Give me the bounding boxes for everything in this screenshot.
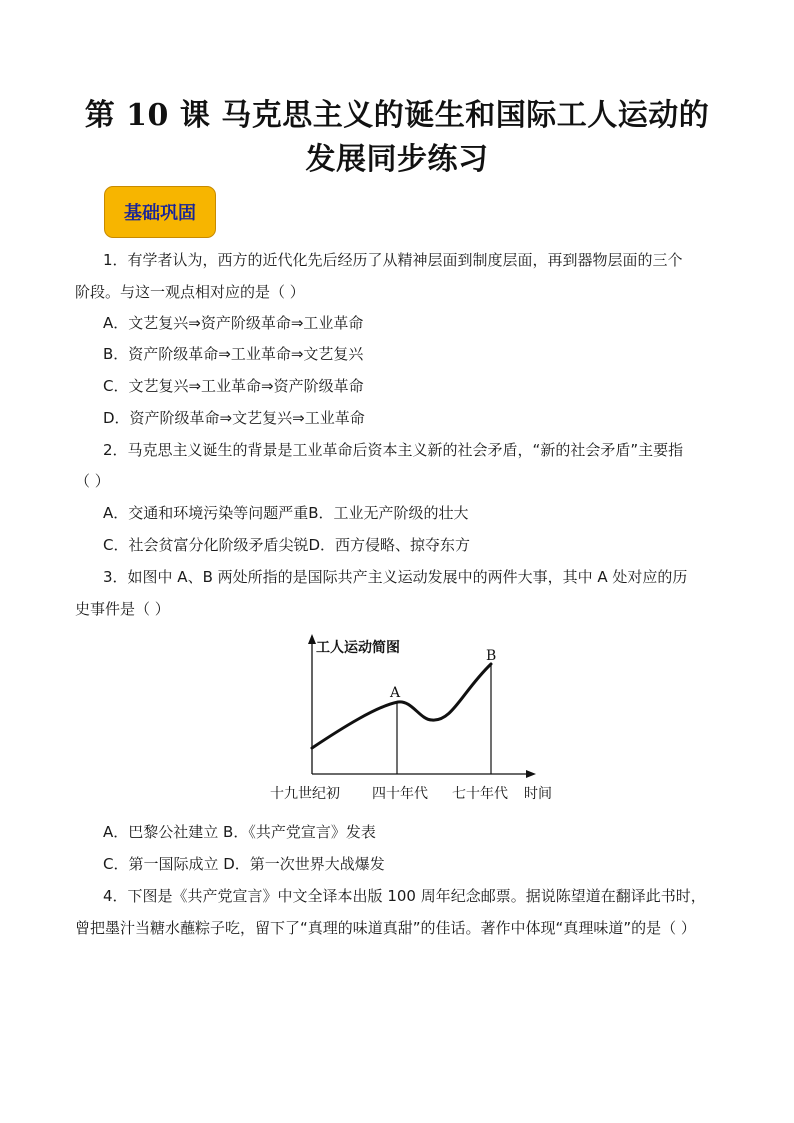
question-1-option-b: B．资产阶级革命⇒工业革命⇒文艺复兴 xyxy=(103,345,364,363)
section-label: 基础巩固 xyxy=(124,203,196,224)
question-2-stem-line-1: 2．马克思主义诞生的背景是工业革命后资本主义新的社会矛盾，“新的社会矛盾”主要指 xyxy=(103,441,684,459)
question-1-option-a: A．文艺复兴⇒资产阶级革命⇒工业革命 xyxy=(103,314,364,332)
question-3-stem-line-1: 3．如图中 A、B 两处所指的是国际共产主义运动发展中的两件大事，其中 A 处对应的历 xyxy=(103,568,688,586)
question-2-option-cd: C．社会贫富分化阶级矛盾尖锐D．西方侵略、掠夺东方 xyxy=(103,536,471,554)
question-3-stem-line-2: 史事件是（ ） xyxy=(75,600,170,618)
question-1-option-d: D．资产阶级革命⇒文艺复兴⇒工业革命 xyxy=(103,409,365,427)
question-1-stem-line-1: 1．有学者认为，西方的近代化先后经历了从精神层面到制度层面，再到器物层面的三个 xyxy=(103,251,683,269)
point-a-label: A xyxy=(390,685,401,701)
y-axis-arrow xyxy=(308,634,316,644)
question-2-option-ab: A．交通和环境污染等问题严重B．工业无产阶级的壮大 xyxy=(103,504,469,522)
title-line-1: 第 10 课 马克思主义的诞生和国际工人运动的 xyxy=(84,98,710,133)
page-title xyxy=(40,94,754,182)
workers-movement-diagram xyxy=(262,632,562,810)
question-4-stem-line-2: 曾把墨汁当糖水蘸粽子吃，留下了“真理的味道真甜”的佳话。著作中体现“真理味道”的是（ ） xyxy=(75,919,696,937)
movement-curve xyxy=(312,664,491,748)
question-2-stem-line-2: （ ） xyxy=(75,472,110,490)
diagram-title: 工人运动简图 xyxy=(316,640,400,656)
x-tick-label-1: 十九世纪初 xyxy=(270,786,340,802)
x-axis-arrow xyxy=(526,770,536,778)
question-1-stem-line-2: 阶段。与这一观点相对应的是（ ） xyxy=(75,283,305,301)
x-tick-label-3: 七十年代 xyxy=(452,786,508,802)
title-line-2: 发展同步练习 xyxy=(305,142,489,177)
question-3-option-ab: A．巴黎公社建立 B．《共产党宣言》发表 xyxy=(103,823,376,841)
question-1-option-c: C．文艺复兴⇒工业革命⇒资产阶级革命 xyxy=(103,377,364,395)
x-tick-label-2: 四十年代 xyxy=(372,786,428,802)
section-badge xyxy=(104,186,216,238)
x-axis-label: 时间 xyxy=(524,786,552,802)
question-4-stem-line-1: 4．下图是《共产党宣言》中文全译本出版 100 周年纪念邮票。据说陈望道在翻译此书时， xyxy=(103,887,706,905)
point-b-label: B xyxy=(486,648,497,664)
question-3-option-cd: C．第一国际成立 D．第一次世界大战爆发 xyxy=(103,855,385,873)
